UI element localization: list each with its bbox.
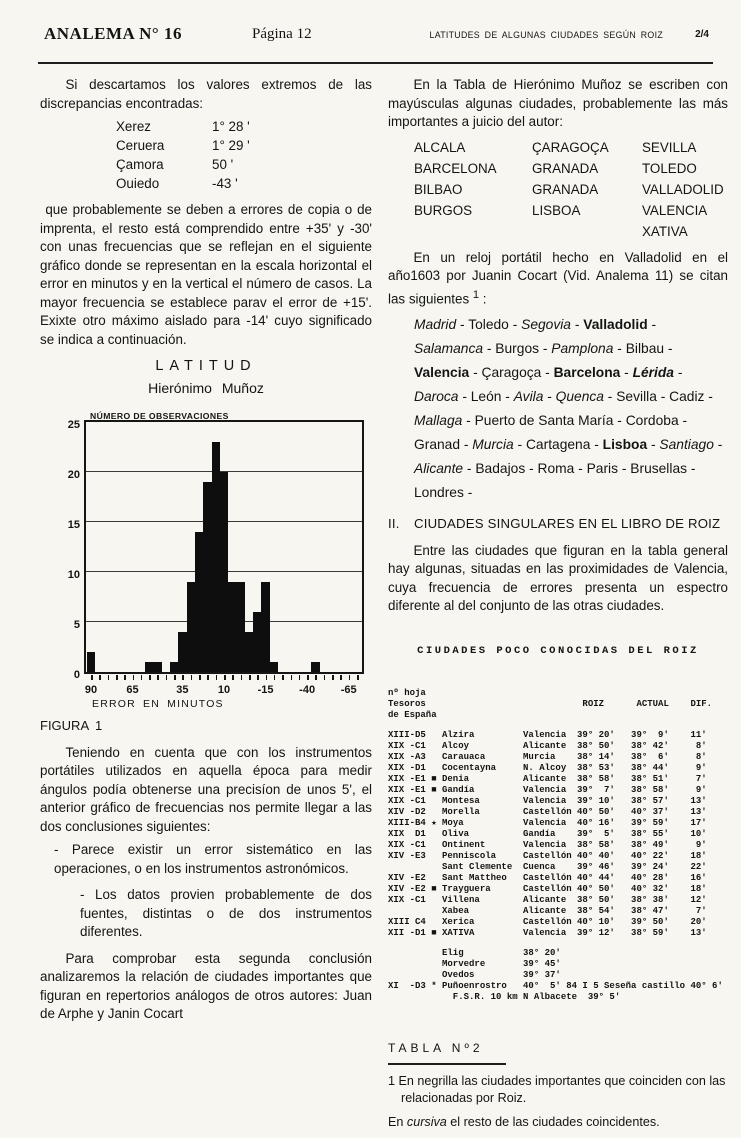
- x-tick: [133, 675, 135, 680]
- table-line: XII -D1 ■ XATIVA Valencia 39° 12' 38° 59' 13': [388, 927, 707, 938]
- footnote-1-number: 1: [388, 1073, 396, 1088]
- city-name: Barcelona: [553, 365, 621, 381]
- histogram-bar: [253, 612, 261, 672]
- footnote-2-pre: En: [388, 1114, 407, 1129]
- x-tick: [182, 675, 184, 680]
- extreme-row: Çamora 50 ': [116, 157, 234, 172]
- running-title: LATITUDES DE ALGUNAS CIUDADES SEGÚN ROIZ: [429, 30, 663, 40]
- x-tick: [108, 675, 110, 680]
- page-number: Página 12: [252, 26, 312, 42]
- x-tick: [91, 675, 93, 680]
- x-tick: [349, 675, 351, 680]
- table-line: XIX -C1 Ontinent Valencia 38° 58' 38° 49' 9': [388, 839, 707, 850]
- city-name: Mallaga: [414, 413, 463, 429]
- city-name: Salamanca: [414, 341, 484, 357]
- paragraph-reloj-text: En un reloj portátil hecho en Valladolid en el año1603 por Juanin Cocart (Vid. Analema 11) se citan las siguientes: [388, 249, 728, 306]
- section-title: CIUDADES SINGULARES EN EL LIBRO DE ROIZ: [414, 516, 721, 532]
- sheet-number: 2/4: [695, 29, 709, 40]
- x-tick-label: 35: [176, 684, 189, 696]
- page-header: [40, 22, 711, 56]
- city-name: Badajos: [475, 461, 526, 477]
- left-column: [40, 76, 372, 1029]
- x-tick: [232, 675, 234, 680]
- x-tick: [291, 675, 293, 680]
- capital-city: GRANADA: [532, 181, 599, 197]
- capital-city: BARCELONA: [414, 160, 497, 176]
- capital-city: BILBAO: [414, 181, 463, 197]
- y-tick-label: 15: [67, 519, 80, 531]
- histogram-bar: [212, 442, 220, 672]
- table-line: XIX -C1 Alcoy Alicante 38° 50' 38° 42' 8': [388, 740, 707, 751]
- y-tick-label: 0: [73, 669, 80, 681]
- capital-city: ALCALA: [414, 139, 466, 155]
- x-tick: [315, 675, 317, 680]
- capital-city: LISBOA: [532, 202, 581, 218]
- table-line: Elig 38° 20': [388, 947, 561, 958]
- paragraph-discrepancias: Si descartamos los valores extremos de las discrepancias encontradas:: [40, 77, 372, 111]
- paragraph-reloj-portatil: [388, 249, 728, 309]
- capital-city: VALLADOLID: [642, 181, 724, 197]
- table-body: [388, 688, 728, 1003]
- table-line: XIII-D5 Alzira Valencia 39° 20' 39° 9' 11': [388, 729, 707, 740]
- table-line: XIX -C1 Montesa Valencia 39° 10' 38° 57' 13': [388, 795, 707, 806]
- table-line: XIX -E1 ■ Gandía Valencia 39° 7' 38° 58' 9': [388, 784, 707, 795]
- paragraph-teniendo: Teniendo en cuenta que con los instrumentos portátiles utilizados en aquella época para medir ángulos podía obtenerse una precisíon de unos 5', el anterior gráfico de frecuencias nos permite llegar a las dos conclusiones siguientes:: [40, 744, 372, 834]
- city-name: Sevilla: [616, 389, 657, 405]
- x-tick: [241, 675, 243, 680]
- city-name: León: [470, 389, 502, 405]
- x-tick: [266, 675, 268, 680]
- capital-city: [414, 221, 532, 242]
- right-column: [388, 76, 728, 1138]
- x-tick: [207, 675, 209, 680]
- footnote-2: [388, 1114, 728, 1131]
- table-caption: TABLA Nº2: [388, 1040, 484, 1055]
- x-tick: [357, 675, 359, 680]
- histogram-bar: [220, 472, 228, 672]
- capital-city: GRANADA: [532, 160, 599, 176]
- table-line: XIII-B4 ★ Moya Valencia 40° 16' 39° 59' 17': [388, 817, 707, 828]
- city-name: Lérida: [632, 365, 674, 381]
- histogram-bar: [87, 652, 95, 672]
- footnote-2-post: el resto de las ciudades coincidentes.: [446, 1114, 660, 1129]
- city-name: Londres: [414, 485, 464, 501]
- footnote-rule: [388, 1063, 506, 1064]
- paragraph-errores-copia: que probablemente se deben a errores de copia o de imprenta, el resto está comprendido entre +35' y -30' con unas frecuencias que se reflejan en el siguiente gráfico donde se representan en la escala horizontal el error en minutos y en la vertical el número de casos. La mayor frecuencia se establece parav el error de +15'. Exixte otro máximo aislado para -14' cuyo significado se indica a continuación.: [40, 202, 372, 347]
- city-name: Murcia: [472, 437, 514, 453]
- table-line: XIV -E2 Sant Mattheo Castellón 40° 44' 40° 28' 16': [388, 872, 707, 883]
- extreme-row: Ceruera 1° 29 ': [116, 138, 250, 153]
- capital-city: ÇARAGOÇA: [532, 139, 609, 155]
- table-line: XIX -E1 ■ Denia Alicante 38° 58' 38° 51' 7': [388, 773, 707, 784]
- table-line: Tesoros ROIZ ACTUAL DIF.: [388, 698, 713, 709]
- x-tick: [216, 675, 218, 680]
- y-tick-label: 10: [67, 569, 80, 581]
- x-tick: [332, 675, 334, 680]
- city-name: Paris: [586, 461, 618, 477]
- histogram-bar: [311, 662, 319, 672]
- x-tick: [324, 675, 326, 680]
- city-name: Valladolid: [583, 317, 648, 333]
- chart-y-axis-label: NÚMERO DE OBSERVACIONES: [90, 411, 229, 421]
- table-line: Morvedre 39° 45': [388, 958, 561, 969]
- city-name: Roma: [537, 461, 575, 477]
- histogram-bar: [228, 582, 236, 672]
- histogram-plot: [84, 420, 364, 674]
- extreme-row: Ouiedo -43 ': [116, 176, 238, 191]
- capital-city: BURGOS: [414, 202, 473, 218]
- city-name: Lisboa: [602, 437, 648, 453]
- city-name: Cordoba: [625, 413, 679, 429]
- table-line: XIX -D1 Cocentayna N. Alcoy 38° 53' 38° 44' 9': [388, 762, 707, 773]
- histogram-bar: [245, 632, 253, 672]
- roiz-table: [388, 624, 728, 1025]
- x-tick-label: -15: [257, 684, 274, 696]
- figure-caption: FIGURA 1: [40, 718, 103, 733]
- table-line: XIII C4 Xerica Castellón 40° 10' 39° 50' 20': [388, 916, 707, 927]
- histogram-bar: [178, 632, 186, 672]
- paragraph-reloj-suffix: :: [479, 290, 487, 306]
- x-tick: [149, 675, 151, 680]
- capital-city: VALENCIA: [642, 202, 708, 218]
- histogram-bar: [236, 582, 244, 672]
- x-tick: [274, 675, 276, 680]
- city-name: Pamplona: [551, 341, 614, 357]
- y-tick-label: 25: [67, 419, 80, 431]
- city-name: Çaragoça: [481, 365, 542, 381]
- city-name: Granad: [414, 437, 461, 453]
- footnote-1: [388, 1073, 728, 1107]
- conclusion-2: - Los datos provien probablemente de dos fuentes, distintas o de dos instrumentos diferentes.: [80, 887, 372, 939]
- x-tick-label: 65: [126, 684, 139, 696]
- histogram-bar: [195, 532, 203, 672]
- table-line: nº hoja: [388, 687, 426, 698]
- table-line: XIX -C1 Villena Alicante 38° 50' 38° 38' 12': [388, 894, 707, 905]
- table-title: CIUDADES POCO CONOCIDAS DEL ROIZ: [417, 644, 699, 657]
- y-tick-label: 20: [67, 469, 80, 481]
- city-name: Cartagena: [525, 437, 591, 453]
- city-name: Burgos: [495, 341, 540, 357]
- x-tick: [99, 675, 101, 680]
- table-line: F.S.R. 10 km N Albacete 39° 5': [388, 991, 621, 1002]
- x-tick: [141, 675, 143, 680]
- histogram-bar: [187, 582, 195, 672]
- x-tick: [199, 675, 201, 680]
- footnote-1-text: En negrilla las ciudades importantes que coinciden con las relacionadas por Roiz.: [398, 1073, 726, 1105]
- city-name: Avila: [513, 389, 544, 405]
- paragraph-entre-ciudades: Entre las ciudades que figuran en la tabla general hay algunas, situadas en las proximidades de Valencia, cuya frecuencia de errores presenta un espectro diferente al del conjunto de las otras ciudades.: [388, 542, 728, 614]
- x-tick: [166, 675, 168, 680]
- x-tick: [257, 675, 259, 680]
- figure-title: LATITUD: [155, 358, 257, 374]
- x-tick: [299, 675, 301, 680]
- histogram-bar: [170, 662, 178, 672]
- table-line: XIV -E2 ■ Trayguera Castellón 40° 50' 40° 32' 18': [388, 883, 707, 894]
- city-name: Cadiz: [669, 389, 705, 405]
- section-number: II.: [388, 516, 400, 532]
- capital-city: SEVILLA: [642, 139, 697, 155]
- x-tick: [116, 675, 118, 680]
- city-name: Puerto de Santa María: [474, 413, 614, 429]
- capital-city: TOLEDO: [642, 160, 697, 176]
- x-tick-label: 90: [84, 684, 98, 696]
- x-tick: [157, 675, 159, 680]
- footnote-marker: 1: [472, 288, 480, 301]
- x-tick: [174, 675, 176, 680]
- journal-title: ANALEMA N° 16: [44, 24, 182, 43]
- cocart-city-list: Madrid - Toledo - Segovia - Valladolid - Salamanca - Burgos - Pamplona - Bilbau - Valencia - Çaragoça - Barcelona - Lérida - Daroca - León - Avila - Quenca - Sevilla - Cadiz - Mallaga - Puerto de Santa María - Cordoba - Granad - Murcia - Cartagena - Lisboa - Santiago - Alicante - Badajos - Roma - Paris - Brusellas - Londres -: [414, 317, 723, 501]
- city-name: Valencia: [414, 365, 470, 381]
- city-name: Segovia: [521, 317, 571, 333]
- histogram-bar: [203, 482, 211, 672]
- table-line: de España: [388, 709, 437, 720]
- city-name: Santiago: [659, 437, 714, 453]
- table-line: XIX D1 Oliva Gandía 39° 5' 38° 55' 10': [388, 828, 707, 839]
- chart-x-axis-label: ERROR EN MINUTOS: [92, 698, 224, 710]
- x-tick: [307, 675, 309, 680]
- x-tick: [124, 675, 126, 680]
- footnote-2-italic: cursiva: [406, 1114, 447, 1129]
- histogram-bar: [145, 662, 153, 672]
- city-name: Quenca: [555, 389, 604, 405]
- histogram-bar: [261, 582, 269, 672]
- paragraph-tabla-munoz: En la Tabla de Hierónimo Muñoz se escriben con mayúsculas algunas ciudades, probablemente las más importantes a juicio del autor:: [388, 77, 728, 129]
- x-tick: [340, 675, 342, 680]
- x-tick: [224, 675, 226, 680]
- city-name: Bilbau: [625, 341, 665, 357]
- extremes-list: [116, 118, 372, 194]
- city-name: Daroca: [414, 389, 459, 405]
- header-rule: [38, 62, 713, 64]
- x-tick-label: -40: [299, 684, 316, 696]
- table-line: XIX -A3 Carauaca Murcia 38° 14' 38° 6' 8': [388, 751, 707, 762]
- conclusion-1: - Parece existir un error sistemático en las operaciones, o en los instrumentos astronómicos.: [54, 842, 372, 876]
- section-heading: [388, 515, 728, 534]
- table-line: Sant Clemente Cuenca 39° 46' 39° 24' 22': [388, 861, 707, 872]
- extreme-row: Xerez 1° 28 ': [116, 119, 250, 134]
- city-name: Madrid: [414, 317, 457, 333]
- city-name: Brusellas: [630, 461, 688, 477]
- y-tick-label: 5: [73, 619, 80, 631]
- city-name: Toledo: [468, 317, 509, 333]
- city-name: Alicante: [414, 461, 464, 477]
- table-line: Ovedos 39° 37': [388, 969, 561, 980]
- histogram-bar: [153, 662, 161, 672]
- x-tick: [282, 675, 284, 680]
- table-line: Xabea Alicante 38° 54' 38° 47' 7': [388, 905, 707, 916]
- capital-city: [532, 221, 642, 242]
- capital-city: XATIVA: [642, 223, 688, 239]
- table-line: XIV -E3 Penniscola Castellón 40° 40' 40° 22' 18': [388, 850, 707, 861]
- histogram-bar: [270, 662, 278, 672]
- paragraph-para-comprobar: Para comprobar esta segunda conclusión analizaremos la relación de ciudades importantes que figuran en repertorios análogos de otros autores: Juan de Arphe y Janin Cocart: [40, 950, 372, 1021]
- x-tick: [191, 675, 193, 680]
- figure-subtitle: Hierónimo Muñoz: [148, 379, 264, 396]
- figure-1-chart: [44, 407, 372, 715]
- x-tick-label: -65: [340, 684, 357, 696]
- x-tick-label: 10: [217, 684, 231, 696]
- capital-cities-grid: [414, 137, 728, 242]
- table-line: XI -D3 * Puñoenrostro 40° 5' 84 I 5 Seseña castillo 40° 6': [388, 980, 723, 991]
- x-tick: [249, 675, 251, 680]
- table-line: XIV -D2 Morella Castellón 40° 50' 40° 37' 13': [388, 806, 707, 817]
